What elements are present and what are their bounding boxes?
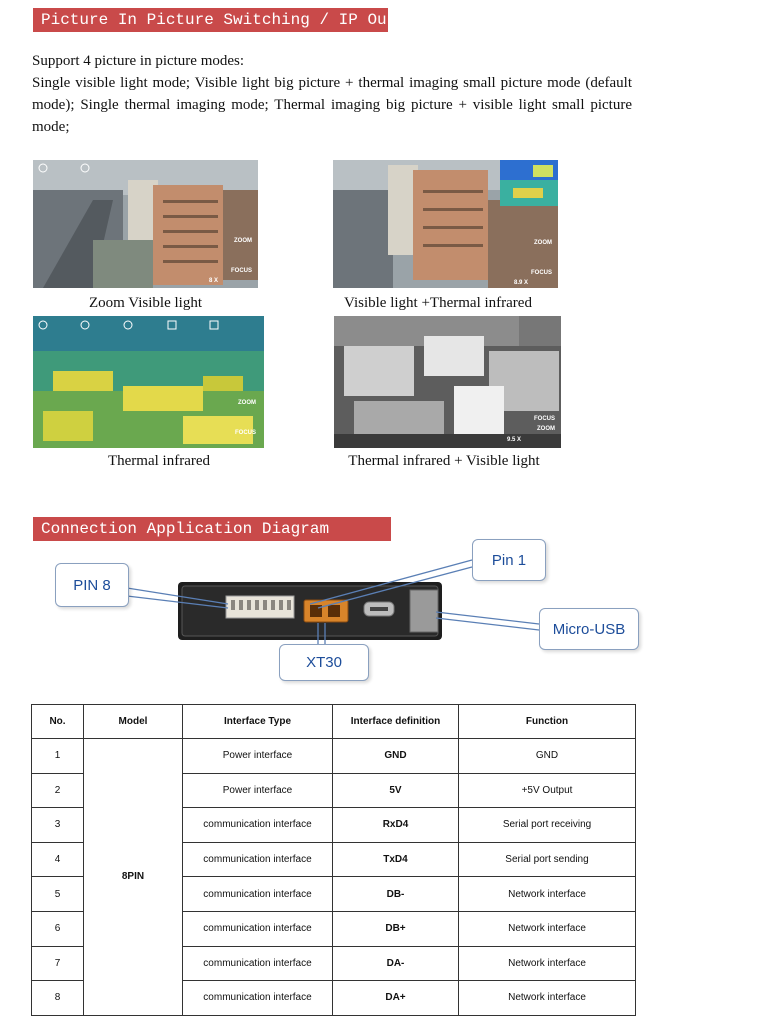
cell-no: 6 (32, 911, 84, 946)
table-header-row (32, 705, 636, 739)
intro-text (32, 50, 632, 138)
zoom-label: ZOOM (537, 426, 555, 432)
cell-definition: DA- (333, 946, 459, 981)
cell-definition: DB- (333, 877, 459, 912)
focus-label: FOCUS (231, 268, 252, 274)
caption-thermal-visible: Thermal infrared + Visible light (348, 453, 540, 469)
cell-type: communication interface (183, 981, 333, 1016)
cell-model: 8PIN (84, 739, 183, 1016)
cell-no: 3 (32, 808, 84, 843)
cell-type: Power interface (183, 739, 333, 774)
cell-type: Power interface (183, 773, 333, 808)
cell-function: Serial port sending (459, 842, 636, 877)
cell-no: 2 (32, 773, 84, 808)
cell-no: 7 (32, 946, 84, 981)
focus-label: FOCUS (531, 270, 552, 276)
thermal-visible-photo (334, 316, 561, 448)
visible-thermal-photo (333, 160, 558, 288)
cell-function: Network interface (459, 981, 636, 1016)
cell-definition: DB+ (333, 911, 459, 946)
cell-type: communication interface (183, 877, 333, 912)
cell-type: communication interface (183, 842, 333, 877)
cell-function: Serial port receiving (459, 808, 636, 843)
header-interface-definition: Interface definition (333, 705, 459, 739)
cell-function: Network interface (459, 946, 636, 981)
magnification-label: 9.5 X (506, 437, 521, 443)
focus-label: FOCUS (235, 430, 256, 436)
focus-label: FOCUS (534, 416, 555, 422)
device-photo (178, 582, 442, 640)
cell-function: Network interface (459, 911, 636, 946)
cell-function: GND (459, 739, 636, 774)
cell-definition: 5V (333, 773, 459, 808)
xt30-callout: XT30 (279, 644, 369, 681)
caption-thermal: Thermal infrared (107, 453, 211, 469)
table-row (32, 739, 636, 774)
caption-visible-light: Zoom Visible light (89, 295, 202, 311)
cell-type: communication interface (183, 808, 333, 843)
header-function: Function (459, 705, 636, 739)
cell-function: +5V Output (459, 773, 636, 808)
cell-definition: GND (333, 739, 459, 774)
pin8-callout: PIN 8 (55, 563, 129, 607)
cell-type: communication interface (183, 946, 333, 981)
intro-line-2: Single visible light mode; Visible light big picture + thermal imaging small picture mode (default mode); Single thermal imaging mode; Thermal imaging big picture + visible light small picture mode; (32, 75, 632, 135)
zoom-label: ZOOM (234, 238, 252, 244)
thermal-infrared-photo (33, 316, 264, 448)
intro-line-1: Support 4 picture in picture modes: (32, 53, 245, 69)
cell-definition: TxD4 (333, 842, 459, 877)
cell-definition: RxD4 (333, 808, 459, 843)
cell-no: 8 (32, 981, 84, 1016)
visible-light-photo (33, 160, 258, 288)
cell-function: Network interface (459, 877, 636, 912)
cell-type: communication interface (183, 911, 333, 946)
header-interface-type: Interface Type (183, 705, 333, 739)
pin1-callout: Pin 1 (472, 539, 546, 581)
cell-no: 5 (32, 877, 84, 912)
zoom-label: ZOOM (534, 240, 552, 246)
cell-no: 1 (32, 739, 84, 774)
magnification-label: 8.9 X (513, 280, 528, 286)
pin-definition-table (31, 704, 636, 1016)
caption-visible-thermal: Visible light +Thermal infrared (344, 295, 532, 311)
micro-usb-callout: Micro-USB (539, 608, 639, 650)
section-title-connection: Connection Application Diagram (33, 517, 391, 541)
cell-definition: DA+ (333, 981, 459, 1016)
cell-no: 4 (32, 842, 84, 877)
header-no: No. (32, 705, 84, 739)
header-model: Model (84, 705, 183, 739)
magnification-label: 8 X (208, 278, 218, 284)
zoom-label: ZOOM (238, 400, 256, 406)
section-title-pip: Picture In Picture Switching / IP Output (33, 8, 388, 32)
